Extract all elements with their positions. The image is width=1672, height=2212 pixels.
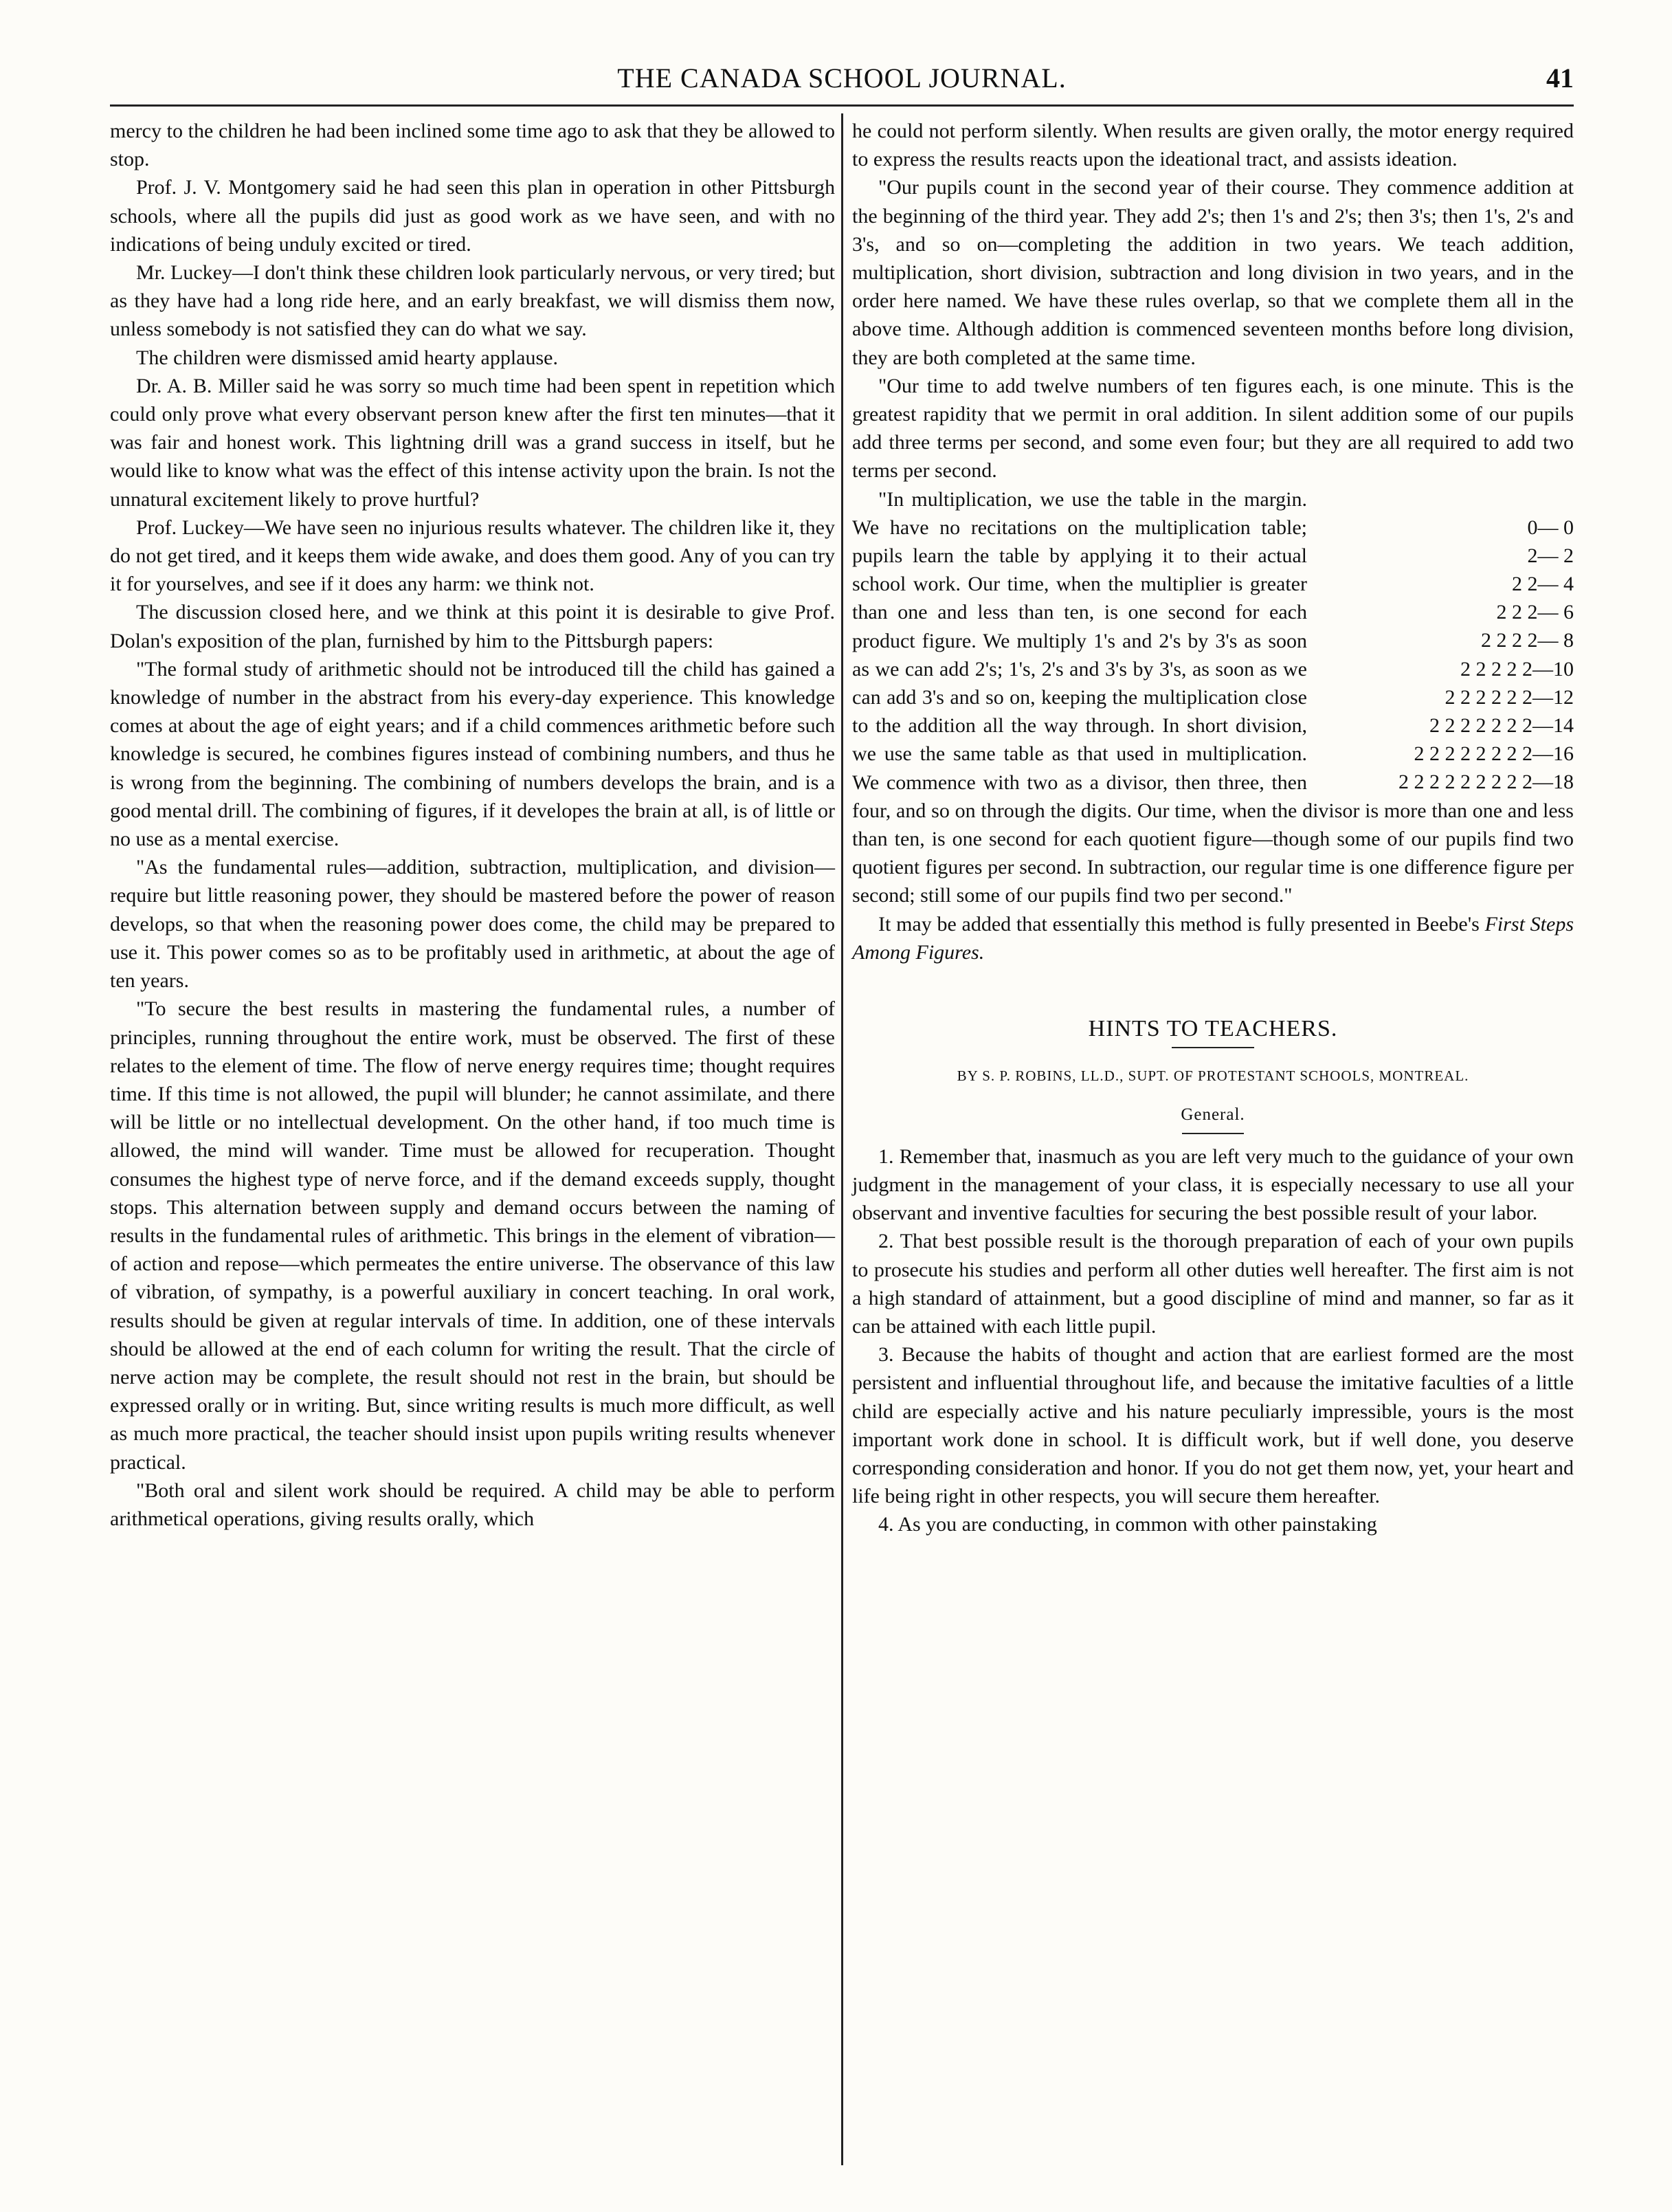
- multiplication-table: [1313, 513, 1574, 797]
- left-column: [110, 117, 835, 1533]
- table-row: 2 2 2 2 2—10: [1460, 657, 1574, 681]
- section-rule: [1172, 1047, 1254, 1048]
- paragraph: Mr. Luckey—I don't think these children look particularly nervous, or very tired; but as they have had a long ride here, and an early breakfast, we will dismiss them now, unless somebody is not satisfied they can do what we say.: [110, 261, 835, 341]
- table-row: 2 2— 4: [1512, 573, 1574, 596]
- paragraph: "Our time to add twelve numbers of ten figures each, is one minute. This is the greatest rapidity that we permit in oral addition. In silent addition some of our pupils add three terms per second, and some even four; but they are all required to add two terms per second.: [852, 374, 1574, 483]
- table-row: 2— 2: [1527, 544, 1574, 567]
- table-row: 2 2 2 2 2 2 2 2 2—18: [1398, 771, 1574, 794]
- table-row: 2 2 2 2 2 2 2—14: [1429, 714, 1574, 738]
- subhead: General.: [1181, 1105, 1245, 1124]
- paragraph: Prof. J. V. Montgomery said he had seen this plan in operation in other Pittsburgh schools, where all the pupils did just as good work as we have seen, and with no indications of being unduly excited or tired.: [110, 176, 835, 256]
- book-title: First Steps Among Figures.: [852, 912, 1574, 964]
- paragraph: Prof. Luckey—We have seen no injurious results whatever. The children like it, they do not get tired, and it keeps them wide awake, and does them good. Any of you can try it for yourselves, and see if it does any harm: we think not.: [110, 516, 835, 596]
- right-column: [852, 117, 1574, 1539]
- table-row: 2 2 2 2 2 2—12: [1445, 685, 1574, 709]
- multiplication-paragraph: "In multiplication, we use the table in the margin. We have no recitations on the multiplication table; pupils learn the table by applying it to their actual school work. Our time, when the multiplier is greater than one and less than ten, is one second for each product figure. We multiply 1's and 2's by 3's as soon as we can add 2's; 1's, 2's and 3's by 3's, as soon as we can add 3's and so on, keeping the multiplication close to the addition all the way through. In short division, we use the same table as that used in multiplication. We commence with two as a divisor, then three, then four, and so on through the digits. Our time, when the divisor is more than one and less than ten, is one second for each quotient figure—though some of our pupils find two quotient figures per second. In subtraction, our regular time is one difference figure per second; still some of our pupils find two per second.": [852, 487, 1574, 907]
- closing-text: It may be added that essentially this method is fully presented in Beebe's: [878, 912, 1485, 936]
- page-number: 41: [1546, 63, 1574, 93]
- list-item: 4. As you are conducting, in common with other painstaking: [878, 1513, 1377, 1536]
- paragraph: mercy to the children he had been inclined some time ago to ask that they be allowed to stop.: [110, 120, 835, 171]
- byline: BY S. P. ROBINS, LL.D., SUPT. OF PROTESTANT SCHOOLS, MONTREAL.: [957, 1068, 1469, 1085]
- paragraph: "To secure the best results in mastering the fundamental rules, a number of principles, running throughout the entire work, must be observed. The first of these relates to the element of time. The flow of nerve energy requires time; thought requires time. If this time is not allowed, the pupil will blunder; he cannot assimilate, and there will be little or no intellectual development. On the other hand, if too much time is allowed, the mind will wander. Time must be allowed for recuperation. Thought consumes the highest type of nerve force, and if the demand exceeds supply, thought stops. This alternation between supply and demand occurs between the naming of results in the fundamental rules of arithmetic. This brings in the element of vibration—of action and repose—which permeates the entire universe. The observance of this law of vibration, of sympathy, is a powerful auxiliary in concert teaching. In oral work, results should be given at regular intervals of time. In addition, one of these intervals should be allowed at the end of each column for writing the result. That the circle of nerve action may be complete, the result should not rest in the brain, but should be expressed orally or in writing. But, since writing results is much more difficult, as well as much more practical, the teacher should insist upon pupils writing results whenever practical.: [110, 997, 835, 1474]
- table-row: 2 2 2 2 2 2 2 2—16: [1414, 742, 1574, 766]
- table-row: 2 2 2 2— 8: [1481, 629, 1574, 652]
- list-item: 2. That best possible result is the thorough preparation of each of your own pupils to prosecute his studies and perform all other duties well hereafter. The first aim is not a high standard of attainment, but a good discipline of mind and manner, so far as it can be attained with each little pupil.: [852, 1230, 1574, 1338]
- header-rule: [110, 104, 1574, 107]
- subhead-rule: [1182, 1133, 1244, 1134]
- running-title: THE CANADA SCHOOL JOURNAL.: [617, 63, 1067, 93]
- paragraph: "Both oral and silent work should be required. A child may be able to perform arithmetical operations, giving results orally, which: [110, 1479, 835, 1530]
- column-divider: [841, 113, 843, 2165]
- list-item: 3. Because the habits of thought and action that are earliest formed are the most persistent and influential throughout life, and because the imitative faculties of a little child are especially active and his nature peculiarly impressible, yours is the most important work done in school. It is difficult work, but if well done, you deserve corresponding consideration and honor. If you do not get them now, yet, your heart and life being right in other respects, you will secure them hereafter.: [852, 1343, 1574, 1508]
- paragraph: "The formal study of arithmetic should not be introduced till the child has gained a knowledge of number in the abstract from his every-day experience. This knowledge comes at about the age of eight years; and if a child commences arithmetic before such knowledge is secured, he combines figures instead of combining numbers, and thus he is wrong from the beginning. The combining of numbers develops the brain, and is a good mental drill. The combining of figures, if it developes the brain at all, is of little or no use as a mental exercise.: [110, 657, 835, 851]
- closing-paragraph: [852, 910, 1574, 966]
- paragraph: he could not perform silently. When results are given orally, the motor energy required to express the results reacts upon the ideational tract, and assists ideation.: [852, 120, 1574, 171]
- section-title: HINTS TO TEACHERS.: [1088, 1016, 1338, 1042]
- paragraph: The discussion closed here, and we think at this point it is desirable to give Prof. Dolan's exposition of the plan, furnished by him to the Pittsburgh papers:: [110, 601, 835, 652]
- multiplication-block: [852, 485, 1574, 910]
- page-header: [110, 62, 1574, 103]
- list-item: 1. Remember that, inasmuch as you are left very much to the guidance of your own judgment in the management of your class, it is especially necessary to use all your observant and inventive faculties for securing the best possible result of your labor.: [852, 1144, 1574, 1225]
- table-row: 0— 0: [1527, 516, 1574, 539]
- paragraph: Dr. A. B. Miller said he was sorry so much time had been spent in repetition which could only prove what every observant person knew after the first ten minutes—that it was fair and honest work. This lightning drill was a grand success in itself, but he would like to know what was the effect of this intense activity upon the brain. Is not the unnatural excitement likely to prove hurtful?: [110, 374, 835, 511]
- table-row: 2 2 2— 6: [1496, 601, 1574, 624]
- paragraph: The children were dismissed amid hearty applause.: [136, 346, 558, 369]
- paragraph: "As the fundamental rules—addition, subtraction, multiplication, and division—require but little reasoning power, they should be mastered before the power of reason develops, so that when the reasoning power does come, the child may be prepared to use it. This power comes so as to be profitably used in arithmetic, at about the age of ten years.: [110, 856, 835, 993]
- paragraph: "Our pupils count in the second year of their course. They commence addition at the beginning of the third year. They add 2's; then 1's and 2's; then 3's; then 1's, 2's and 3's, and so on—completing the addition in two years. We teach addition, multiplication, short division, subtraction and long division in two years, and in the order here named. We have these rules overlap, so that we complete them all in the above time. Although addition is commenced seventeen months before long division, they are both completed at the same time.: [852, 176, 1574, 369]
